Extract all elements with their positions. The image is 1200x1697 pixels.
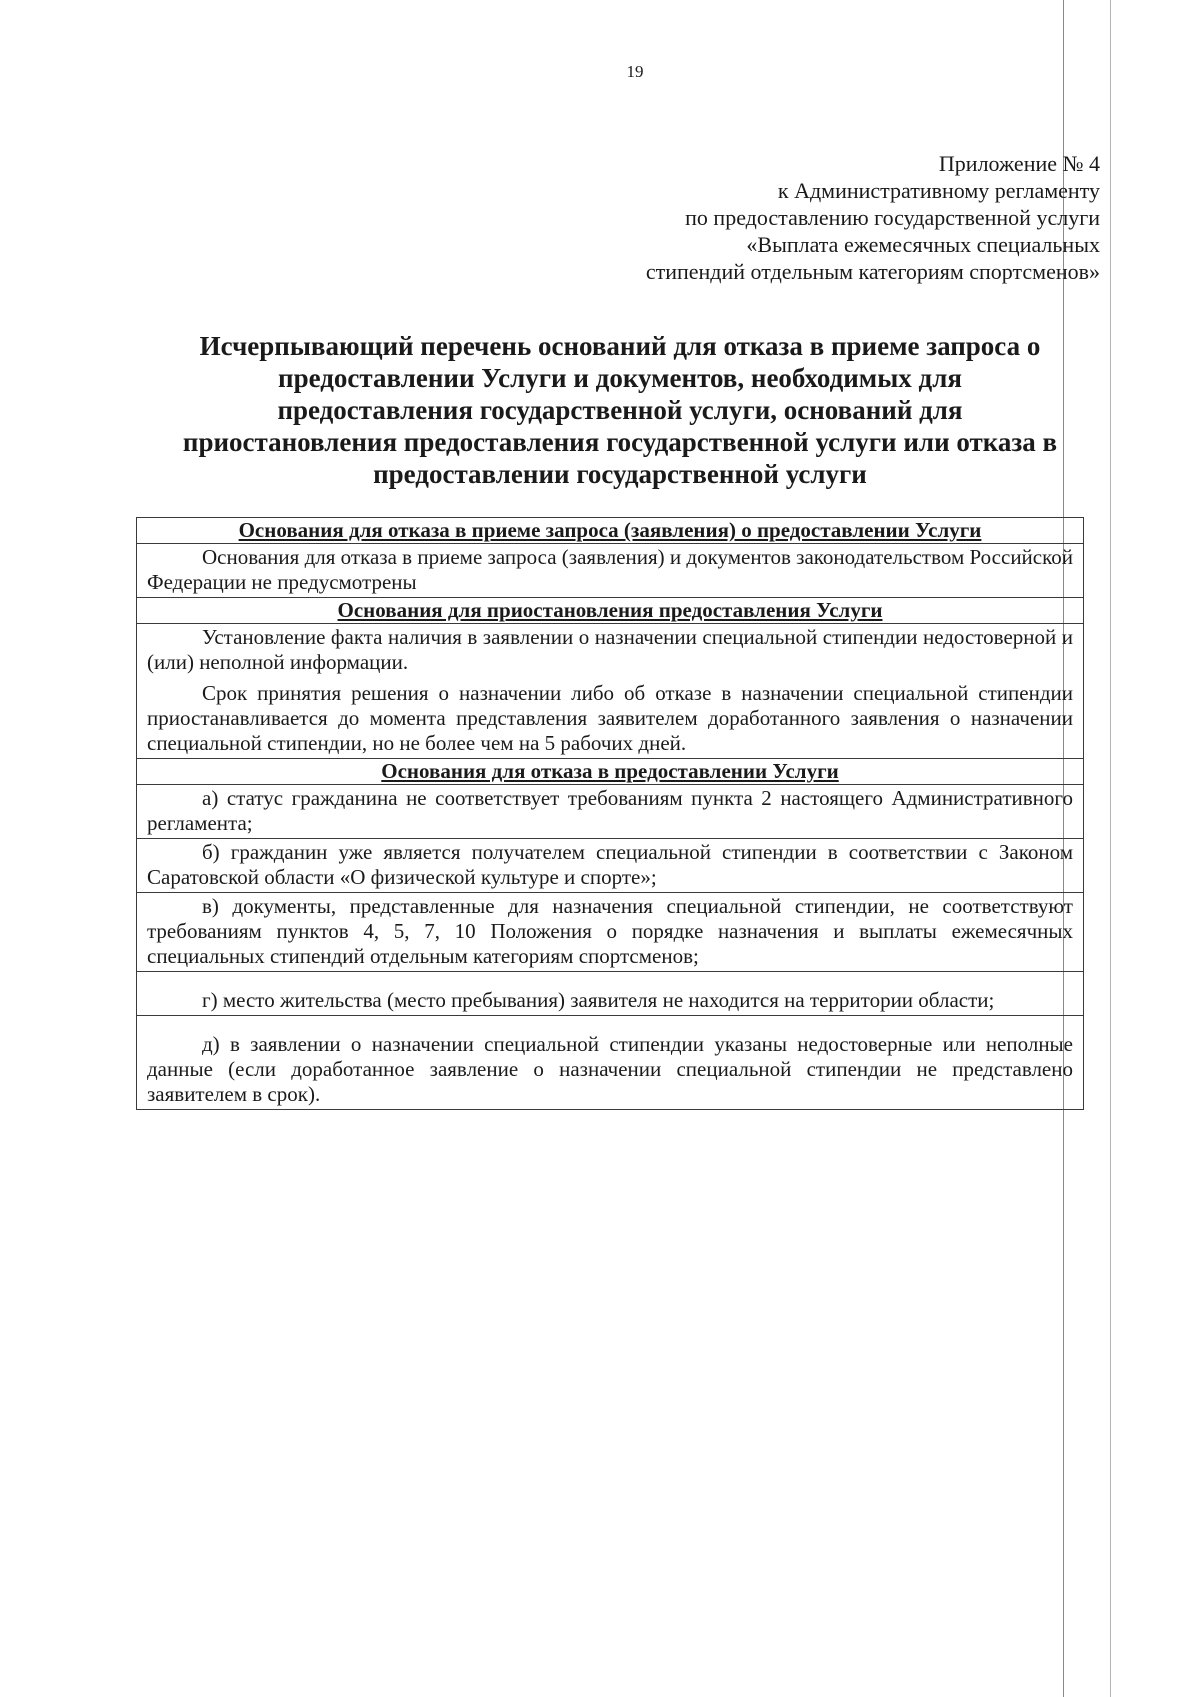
- title-line: предоставлении Услуги и документов, необходимых для: [278, 363, 962, 393]
- title-line: приостановления предоставления государственной услуги или отказа в: [182, 427, 1058, 457]
- section-3-header: Основания для отказа в предоставлении Услуги: [137, 759, 1084, 785]
- section-2-cell: [137, 624, 1084, 759]
- appendix-line: Приложение № 4: [938, 151, 1100, 176]
- refusal-item-b: [137, 839, 1084, 893]
- refusal-item-v: [137, 893, 1084, 972]
- title-line: Исчерпывающий перечень оснований для отказа в приеме запроса о: [199, 331, 1041, 361]
- refusal-item-text: а) статус гражданина не соответствует требованиям пункта 2 настоящего Административного регламента;: [147, 786, 1073, 835]
- section-header-row: [137, 518, 1084, 544]
- section-header-row: [137, 759, 1084, 785]
- refusal-item-text: д) в заявлении о назначении специальной стипендии указаны недостоверные или неполные данные (если доработанное заявление о назначении специальной стипендии не представлено заявителем в срок).: [147, 1032, 1073, 1106]
- page-number: 19: [626, 62, 644, 81]
- appendix-line: «Выплата ежемесячных специальных: [746, 232, 1100, 257]
- appendix-line: к Административному регламенту: [777, 178, 1100, 203]
- table-row: [137, 624, 1084, 759]
- refusal-item-d: [137, 1016, 1084, 1110]
- section-1-header: Основания для отказа в приеме запроса (заявления) о предоставлении Услуги: [137, 518, 1084, 544]
- document-title: [150, 330, 1090, 490]
- refusal-item-text: б) гражданин уже является получателем специальной стипендии в соответствии с Законом Саратовской области «О физической культуре и спорте»;: [147, 840, 1073, 889]
- section-1-cell: [137, 544, 1084, 598]
- section-2-paragraph: Срок принятия решения о назначении либо об отказе в назначении специальной стипендии приостанавливается до момента представления заявителем доработанного заявления о назначении специальной стипендии, но не более чем на 5 рабочих дней.: [147, 681, 1073, 755]
- appendix-line: по предоставлению государственной услуги: [685, 205, 1100, 230]
- scan-edge-line: [1110, 0, 1111, 1697]
- table-row: [137, 839, 1084, 893]
- title-line: предоставлении государственной услуги: [373, 459, 867, 489]
- refusal-item-text: в) документы, представленные для назначения специальной стипендии, не соответствуют требованиям пунктов 4, 5, 7, 10 Положения о порядке назначения и выплаты ежемесячных специальных стипендий отдельным категориям спортсменов;: [147, 894, 1073, 968]
- grounds-table: [136, 517, 1084, 1110]
- section-2-header: Основания для приостановления предоставления Услуги: [137, 598, 1084, 624]
- section-2-paragraph: Установление факта наличия в заявлении о назначении специальной стипендии недостоверной и (или) неполной информации.: [147, 625, 1073, 674]
- section-header-row: [137, 598, 1084, 624]
- table-row: [137, 893, 1084, 972]
- section-1-paragraph: Основания для отказа в приеме запроса (заявления) и документов законодательством Российской Федерации не предусмотрены: [147, 545, 1073, 594]
- appendix-line: стипендий отдельным категориям спортсменов»: [645, 259, 1100, 284]
- table-row: [137, 785, 1084, 839]
- table-row: [137, 544, 1084, 598]
- refusal-item-text: г) место жительства (место пребывания) заявителя не находится на территории области;: [202, 988, 995, 1012]
- appendix-header: [580, 150, 1100, 285]
- title-line: предоставления государственной услуги, оснований для: [277, 395, 963, 425]
- table-row: [137, 972, 1084, 1016]
- refusal-item-g: [137, 972, 1084, 1016]
- table-row: [137, 1016, 1084, 1110]
- refusal-item-a: [137, 785, 1084, 839]
